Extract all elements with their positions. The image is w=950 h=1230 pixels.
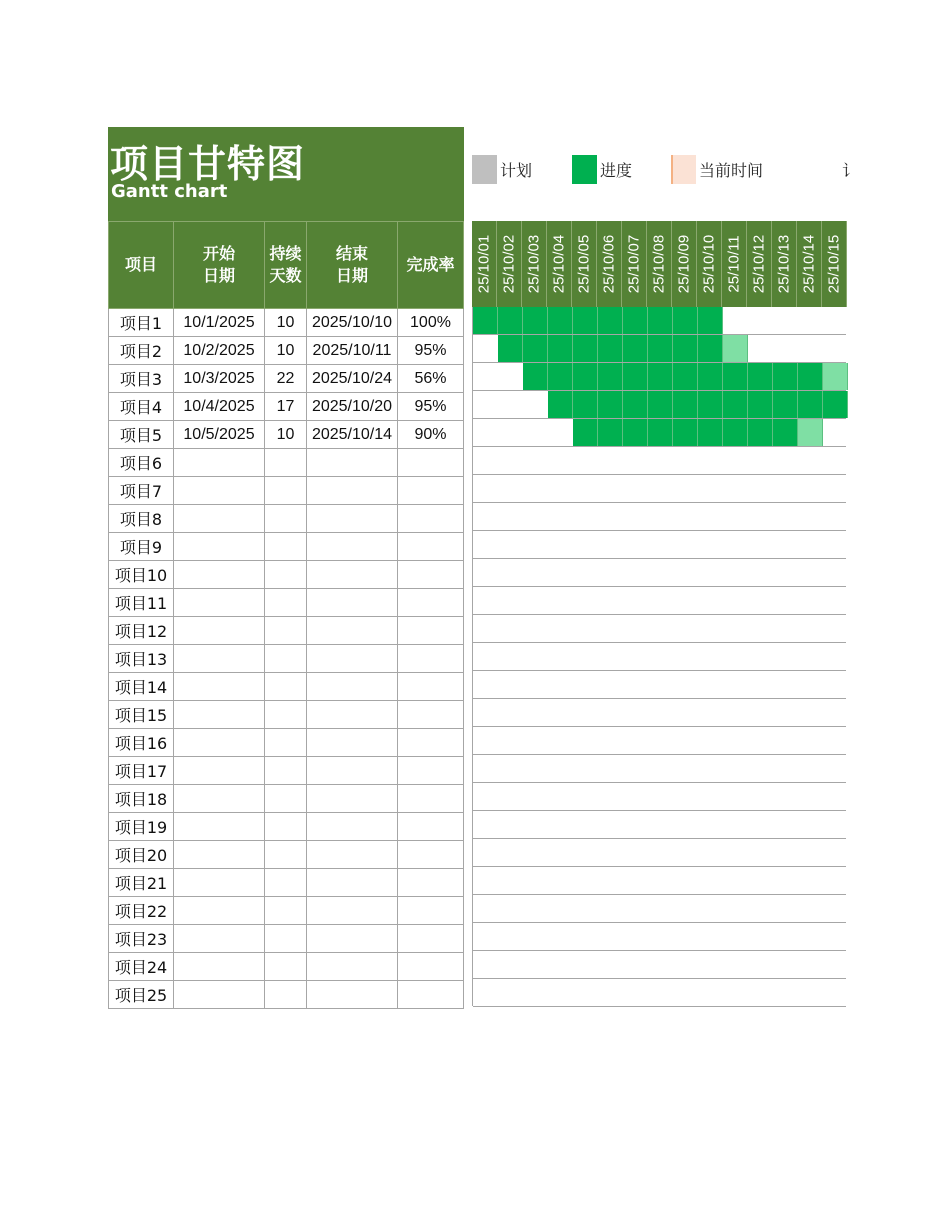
table-row <box>109 673 464 701</box>
plan-cell <box>723 335 748 362</box>
gantt-row <box>473 867 846 895</box>
table-row <box>109 477 464 505</box>
progress-cell <box>598 335 623 362</box>
table-row <box>109 309 464 337</box>
gantt-row <box>473 755 846 783</box>
end-date-cell <box>307 505 398 533</box>
start-date-cell <box>174 841 265 869</box>
progress-cell <box>823 391 848 418</box>
start-date-cell <box>174 925 265 953</box>
legend-progress-swatch <box>572 155 597 184</box>
task-table-header <box>109 222 464 309</box>
task-name-cell: 项目10 <box>109 561 174 589</box>
header-completion: 完成率 <box>398 222 464 309</box>
table-row <box>109 925 464 953</box>
date-label: 25/10/13 <box>775 234 793 294</box>
progress-cell <box>673 391 698 418</box>
completion-cell <box>398 953 464 981</box>
end-date-cell <box>307 925 398 953</box>
legend-current-swatch <box>671 155 696 184</box>
date-column-header <box>822 221 847 307</box>
task-name-cell: 项目19 <box>109 813 174 841</box>
table-row <box>109 533 464 561</box>
task-name-cell: 项目1 <box>109 309 174 337</box>
table-row <box>109 729 464 757</box>
duration-cell <box>265 617 307 645</box>
table-row <box>109 617 464 645</box>
completion-cell <box>398 589 464 617</box>
task-name-cell: 项目5 <box>109 421 174 449</box>
gantt-row <box>473 587 846 615</box>
plan-cell <box>823 363 848 390</box>
date-label: 25/10/10 <box>700 234 718 294</box>
start-date-cell <box>174 981 265 1009</box>
page-title: 项目甘特图 <box>110 142 306 186</box>
task-name-cell: 项目9 <box>109 533 174 561</box>
table-row <box>109 505 464 533</box>
task-name-cell: 项目20 <box>109 841 174 869</box>
date-column-header <box>647 221 672 307</box>
start-date-cell <box>174 505 265 533</box>
task-name-cell: 项目13 <box>109 645 174 673</box>
task-name-cell: 项目6 <box>109 449 174 477</box>
duration-cell <box>265 897 307 925</box>
completion-cell: 100% <box>398 309 464 337</box>
progress-cell <box>598 391 623 418</box>
progress-cell <box>648 391 673 418</box>
date-column-header <box>472 221 497 307</box>
table-row <box>109 365 464 393</box>
completion-cell <box>398 673 464 701</box>
end-date-cell <box>307 981 398 1009</box>
date-column-header <box>722 221 747 307</box>
legend-current-time <box>671 155 763 184</box>
duration-cell: 17 <box>265 393 307 421</box>
task-name-cell: 项目3 <box>109 365 174 393</box>
gantt-row <box>473 671 846 699</box>
duration-cell <box>265 757 307 785</box>
task-name-cell: 项目17 <box>109 757 174 785</box>
task-name-cell: 项目8 <box>109 505 174 533</box>
date-column-header <box>522 221 547 307</box>
duration-cell <box>265 449 307 477</box>
completion-cell: 95% <box>398 337 464 365</box>
table-row <box>109 841 464 869</box>
table-row <box>109 337 464 365</box>
table-row <box>109 897 464 925</box>
start-date-cell <box>174 701 265 729</box>
legend-plan-label: 计划 <box>500 161 533 180</box>
end-date-cell <box>307 617 398 645</box>
start-date-cell: 10/2/2025 <box>174 337 265 365</box>
date-column-header <box>747 221 772 307</box>
progress-cell <box>623 335 648 362</box>
table-row <box>109 869 464 897</box>
date-column-header <box>797 221 822 307</box>
progress-cell <box>598 363 623 390</box>
completion-cell <box>398 813 464 841</box>
table-row <box>109 421 464 449</box>
completion-cell <box>398 729 464 757</box>
date-column-header <box>772 221 797 307</box>
date-label: 25/10/11 <box>725 235 743 293</box>
gantt-row <box>473 727 846 755</box>
progress-cell <box>548 307 573 334</box>
date-label: 25/10/14 <box>800 234 818 294</box>
table-row <box>109 981 464 1009</box>
end-date-cell <box>307 449 398 477</box>
task-name-cell: 项目18 <box>109 785 174 813</box>
start-date-cell <box>174 477 265 505</box>
date-column-header <box>622 221 647 307</box>
start-date-cell <box>174 617 265 645</box>
progress-cell <box>723 391 748 418</box>
table-row <box>109 645 464 673</box>
completion-cell <box>398 505 464 533</box>
date-column-header <box>547 221 572 307</box>
progress-cell <box>773 419 798 446</box>
progress-cell <box>698 419 723 446</box>
gantt-row <box>473 811 846 839</box>
table-row <box>109 813 464 841</box>
completion-cell <box>398 841 464 869</box>
end-date-cell: 2025/10/14 <box>307 421 398 449</box>
table-row <box>109 701 464 729</box>
date-column-header <box>697 221 722 307</box>
duration-cell <box>265 953 307 981</box>
completion-cell <box>398 533 464 561</box>
gantt-row <box>473 531 846 559</box>
progress-cell <box>623 363 648 390</box>
gantt-row <box>473 979 846 1007</box>
start-date-cell <box>174 589 265 617</box>
progress-cell <box>573 363 598 390</box>
progress-cell <box>548 391 573 418</box>
gantt-row <box>473 391 846 419</box>
completion-cell <box>398 897 464 925</box>
progress-cell <box>698 391 723 418</box>
progress-cell <box>748 363 773 390</box>
table-row <box>109 561 464 589</box>
date-column-header <box>672 221 697 307</box>
progress-cell <box>473 307 498 334</box>
progress-cell <box>798 363 823 390</box>
start-date-cell <box>174 757 265 785</box>
header-project: 项目 <box>109 222 174 309</box>
duration-cell <box>265 561 307 589</box>
completion-cell: 56% <box>398 365 464 393</box>
duration-cell: 22 <box>265 365 307 393</box>
progress-cell <box>723 363 748 390</box>
end-date-cell <box>307 897 398 925</box>
duration-cell <box>265 869 307 897</box>
end-date-cell: 2025/10/24 <box>307 365 398 393</box>
duration-cell <box>265 645 307 673</box>
gantt-date-header <box>472 221 845 307</box>
legend-progress-label: 进度 <box>600 161 633 180</box>
completion-cell <box>398 757 464 785</box>
task-name-cell: 项目11 <box>109 589 174 617</box>
progress-cell <box>723 419 748 446</box>
task-name-cell: 项目4 <box>109 393 174 421</box>
legend-cutoff <box>842 155 859 184</box>
end-date-cell <box>307 785 398 813</box>
progress-cell <box>548 363 573 390</box>
gantt-row <box>473 643 846 671</box>
progress-cell <box>598 307 623 334</box>
table-row <box>109 953 464 981</box>
gantt-row <box>473 419 846 447</box>
gantt-row <box>473 923 846 951</box>
duration-cell: 10 <box>265 309 307 337</box>
date-label: 25/10/01 <box>475 234 493 294</box>
start-date-cell <box>174 673 265 701</box>
end-date-cell <box>307 757 398 785</box>
start-date-cell <box>174 449 265 477</box>
header-duration: 持续 天数 <box>265 222 307 309</box>
duration-cell <box>265 785 307 813</box>
end-date-cell <box>307 673 398 701</box>
duration-cell <box>265 589 307 617</box>
end-date-cell <box>307 589 398 617</box>
date-column-header <box>572 221 597 307</box>
progress-cell <box>523 307 548 334</box>
end-date-cell <box>307 953 398 981</box>
start-date-cell: 10/3/2025 <box>174 365 265 393</box>
progress-cell <box>523 335 548 362</box>
legend-cutoff-text: 讠 <box>842 161 859 180</box>
completion-cell <box>398 925 464 953</box>
plan-cell <box>798 419 823 446</box>
progress-cell <box>673 419 698 446</box>
duration-cell: 10 <box>265 421 307 449</box>
page-subtitle: Gantt chart <box>111 181 228 202</box>
table-row <box>109 757 464 785</box>
table-row <box>109 785 464 813</box>
legend-progress <box>572 155 632 184</box>
start-date-cell <box>174 897 265 925</box>
start-date-cell <box>174 533 265 561</box>
progress-cell <box>748 391 773 418</box>
gantt-row <box>473 559 846 587</box>
completion-cell <box>398 449 464 477</box>
gantt-title-block <box>108 127 464 221</box>
end-date-cell: 2025/10/10 <box>307 309 398 337</box>
start-date-cell: 10/4/2025 <box>174 393 265 421</box>
task-name-cell: 项目25 <box>109 981 174 1009</box>
gantt-row <box>473 335 846 363</box>
start-date-cell <box>174 785 265 813</box>
progress-cell <box>623 391 648 418</box>
date-label: 25/10/08 <box>650 234 668 294</box>
date-column-header <box>497 221 522 307</box>
progress-cell <box>573 335 598 362</box>
duration-cell <box>265 841 307 869</box>
date-column-header <box>597 221 622 307</box>
progress-cell <box>673 335 698 362</box>
completion-cell <box>398 561 464 589</box>
gantt-chart <box>472 221 845 1006</box>
duration-cell <box>265 981 307 1009</box>
task-name-cell: 项目24 <box>109 953 174 981</box>
end-date-cell <box>307 477 398 505</box>
start-date-cell <box>174 645 265 673</box>
duration-cell <box>265 533 307 561</box>
gantt-row <box>473 615 846 643</box>
gantt-row <box>473 783 846 811</box>
progress-cell <box>773 391 798 418</box>
progress-cell <box>573 391 598 418</box>
end-date-cell <box>307 729 398 757</box>
task-name-cell: 项目23 <box>109 925 174 953</box>
gantt-row <box>473 447 846 475</box>
completion-cell <box>398 617 464 645</box>
gantt-row <box>473 951 846 979</box>
header-end-date: 结束 日期 <box>307 222 398 309</box>
completion-cell <box>398 701 464 729</box>
date-label: 25/10/07 <box>625 234 643 294</box>
progress-cell <box>623 419 648 446</box>
gantt-row <box>473 839 846 867</box>
table-row <box>109 393 464 421</box>
progress-cell <box>648 335 673 362</box>
progress-cell <box>698 363 723 390</box>
progress-cell <box>648 307 673 334</box>
end-date-cell <box>307 561 398 589</box>
task-name-cell: 项目16 <box>109 729 174 757</box>
gantt-row <box>473 307 846 335</box>
duration-cell <box>265 925 307 953</box>
progress-cell <box>773 363 798 390</box>
progress-cell <box>598 419 623 446</box>
gantt-row <box>473 895 846 923</box>
progress-cell <box>698 335 723 362</box>
date-label: 25/10/04 <box>550 234 568 294</box>
task-name-cell: 项目12 <box>109 617 174 645</box>
date-label: 25/10/05 <box>575 234 593 294</box>
start-date-cell <box>174 729 265 757</box>
end-date-cell <box>307 813 398 841</box>
completion-cell <box>398 785 464 813</box>
progress-cell <box>548 335 573 362</box>
header-start-date: 开始 日期 <box>174 222 265 309</box>
task-name-cell: 项目14 <box>109 673 174 701</box>
progress-cell <box>648 363 673 390</box>
progress-cell <box>498 335 523 362</box>
completion-cell: 95% <box>398 393 464 421</box>
progress-cell <box>698 307 723 334</box>
progress-cell <box>748 419 773 446</box>
date-label: 25/10/15 <box>825 234 843 294</box>
start-date-cell <box>174 813 265 841</box>
completion-cell <box>398 477 464 505</box>
progress-cell <box>673 363 698 390</box>
duration-cell <box>265 701 307 729</box>
date-label: 25/10/03 <box>525 234 543 294</box>
task-name-cell: 项目2 <box>109 337 174 365</box>
gantt-row <box>473 503 846 531</box>
legend-current-label: 当前时间 <box>699 161 764 180</box>
start-date-cell: 10/1/2025 <box>174 309 265 337</box>
duration-cell <box>265 729 307 757</box>
gantt-row <box>473 699 846 727</box>
legend-plan-swatch <box>472 155 497 184</box>
end-date-cell: 2025/10/11 <box>307 337 398 365</box>
task-name-cell: 项目7 <box>109 477 174 505</box>
date-label: 25/10/12 <box>750 234 768 294</box>
end-date-cell <box>307 701 398 729</box>
gantt-body <box>472 307 845 1006</box>
date-label: 25/10/02 <box>500 234 518 294</box>
end-date-cell <box>307 869 398 897</box>
duration-cell: 10 <box>265 337 307 365</box>
end-date-cell <box>307 533 398 561</box>
completion-cell: 90% <box>398 421 464 449</box>
progress-cell <box>498 307 523 334</box>
progress-cell <box>648 419 673 446</box>
task-name-cell: 项目22 <box>109 897 174 925</box>
completion-cell <box>398 869 464 897</box>
task-table <box>108 221 464 1009</box>
duration-cell <box>265 477 307 505</box>
completion-cell <box>398 981 464 1009</box>
end-date-cell <box>307 841 398 869</box>
gantt-row <box>473 363 846 391</box>
duration-cell <box>265 505 307 533</box>
start-date-cell <box>174 561 265 589</box>
progress-cell <box>523 363 548 390</box>
duration-cell <box>265 673 307 701</box>
gantt-row <box>473 475 846 503</box>
progress-cell <box>623 307 648 334</box>
end-date-cell: 2025/10/20 <box>307 393 398 421</box>
task-name-cell: 项目15 <box>109 701 174 729</box>
duration-cell <box>265 813 307 841</box>
progress-cell <box>573 307 598 334</box>
progress-cell <box>573 419 598 446</box>
progress-cell <box>798 391 823 418</box>
table-row <box>109 589 464 617</box>
start-date-cell: 10/5/2025 <box>174 421 265 449</box>
completion-cell <box>398 645 464 673</box>
task-name-cell: 项目21 <box>109 869 174 897</box>
date-label: 25/10/06 <box>600 234 618 294</box>
table-row <box>109 449 464 477</box>
date-label: 25/10/09 <box>675 234 693 294</box>
legend-plan <box>472 155 532 184</box>
progress-cell <box>673 307 698 334</box>
start-date-cell <box>174 869 265 897</box>
start-date-cell <box>174 953 265 981</box>
end-date-cell <box>307 645 398 673</box>
